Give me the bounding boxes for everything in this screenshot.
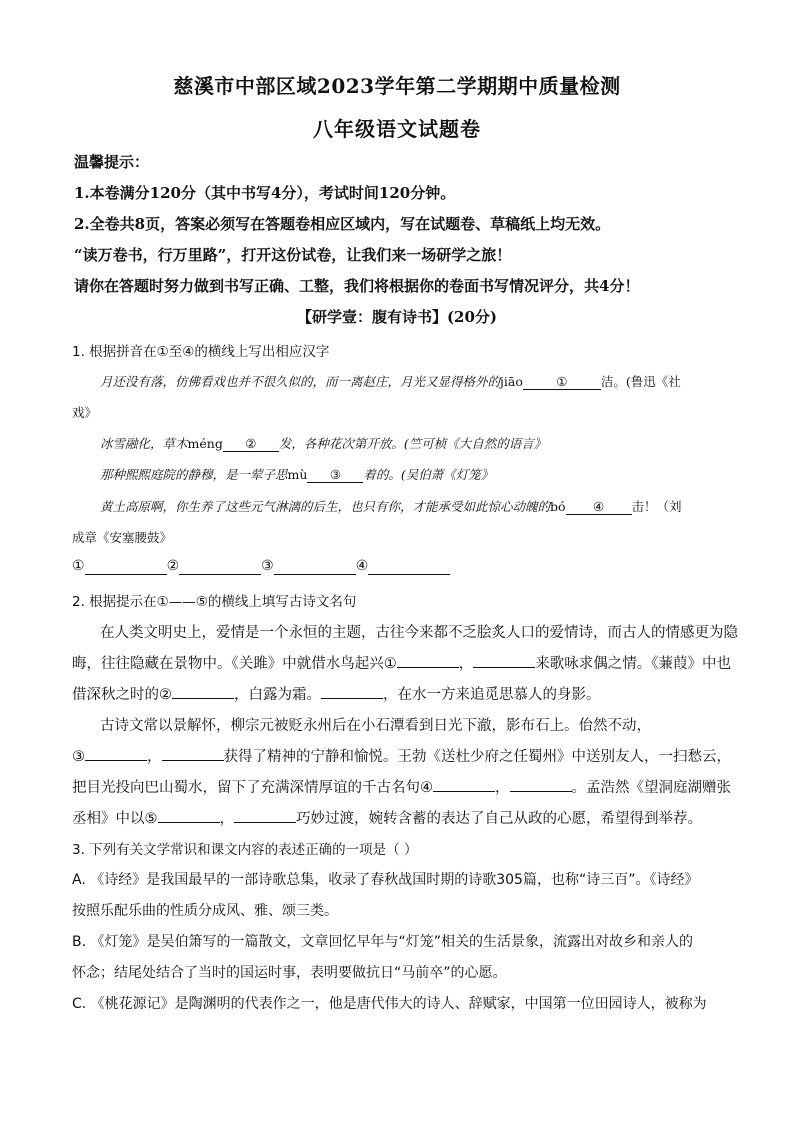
q1-answer-blank-1[interactable] <box>85 558 167 575</box>
q2-blank-1b[interactable] <box>473 653 535 668</box>
q2-line-2-a: 晦，往往隐藏在景物中。《关雎》中就借水鸟起兴① <box>72 656 397 672</box>
q2-line-5 <box>72 745 731 766</box>
q2-blank-3b[interactable] <box>162 746 224 761</box>
tips-line-4: 请你在答题时努力做到书写正确、工整，我们将根据你的卷面书写情况评分，共4分！ <box>74 277 640 295</box>
q1-passage-3 <box>100 465 493 483</box>
q1-answer-blank-4[interactable] <box>368 558 450 575</box>
q1-passage-4-cont: 成章《安塞腰鼓》 <box>72 530 173 545</box>
q1-passage-3-tail: 着的。(吴伯萧《灯笼》 <box>363 467 494 482</box>
q2-line-6-a: 把目光投向巴山蜀水，留下了充满深情厚谊的千古名句④ <box>72 780 433 796</box>
q2-line-3 <box>72 683 601 704</box>
q2-line-4: 古诗文常以景解怀，柳宗元被贬永州后在小石潭看到日光下澈，影布石上。佁然不动， <box>100 718 651 734</box>
q2-blank-4b[interactable] <box>510 777 572 792</box>
q2-line-5-c: 获得了精神的宁静和愉悦。王勃《送杜少府之任蜀州》中送别友人，一扫愁云， <box>223 749 731 765</box>
q2-line-1: 在人类文明史上，爱情是一个永恒的主题，古往今来都不乏脍炙人口的爱情诗，而古人的情感更为隐 <box>100 625 738 641</box>
q3-option-a: A. 《诗经》是我国最早的一部诗歌总集，收录了春秋战国时期的诗歌305篇，也称“诗三百”。《诗经》 <box>72 872 699 888</box>
tips-heading: 温馨提示： <box>74 153 150 171</box>
q1-passage-2-text: 冰雪融化，草木 <box>100 436 188 451</box>
tips-line-1: 1.本卷满分120分（其中书写4分），考试时间120分钟。 <box>74 184 456 202</box>
q2-blank-2a[interactable] <box>172 684 234 699</box>
q1-passage-4-tail: 击！（刘 <box>631 499 682 514</box>
q2-blank-5a[interactable] <box>158 808 220 823</box>
q1-answer-blank-3[interactable] <box>274 558 356 575</box>
q1-passage-4-text: 黄土高原啊，你生养了这些元气淋漓的后生，也只有你，才能承受如此惊心动魄的 <box>100 499 551 514</box>
q2-line-7-c: 巧妙过渡，婉转含蓄的表达了自己从政的心愿，希望得到举荐。 <box>296 811 702 827</box>
tips-line-3: “读万卷书，行万里路”，打开这份试卷，让我们来一场研学之旅！ <box>74 246 512 264</box>
q2-line-5-a: ③ <box>72 749 85 765</box>
q3-option-c: C. 《桃花源记》是陶渊明的代表作之一，他是唐代伟大的诗人、辞赋家，中国第一位田园诗人，被称为 <box>72 996 707 1012</box>
q1-mark-1: ① <box>556 374 568 389</box>
q1-passage-2 <box>100 434 546 452</box>
section-title: 【研学壹：腹有诗书】(20分) <box>296 308 498 326</box>
q1-answer-2: ② <box>166 558 180 574</box>
q1-passage-1-text: 月还没有落，仿佛看戏也并不很久似的，而一离赵庄，月光又显得格外的 <box>100 374 501 389</box>
q2-stem: 2. 根据提示在①——⑤的横线上填写古诗文名句 <box>72 594 357 610</box>
q1-passage-3-text: 那种熙熙庭院的静穆，是一荤子思 <box>100 467 288 482</box>
q2-blank-4a[interactable] <box>433 777 495 792</box>
q1-pinyin-2: méng <box>187 436 223 451</box>
q1-passage-1-source: 洁。(鲁迅《社 <box>600 374 681 389</box>
q3-option-a-cont: 按照乐配乐曲的性质分成风、雅、颂三类。 <box>72 903 338 919</box>
q1-answer-blank-2[interactable] <box>179 558 261 575</box>
q3-option-b-cont: 怀念；结尾处结合了当时的国运时事，表明要做抗日“马前卒”的心愿。 <box>72 965 507 981</box>
q2-blank-3a[interactable] <box>85 746 147 761</box>
q2-line-7-a: 丞相》中以⑤ <box>72 811 158 827</box>
q2-blank-5b[interactable] <box>234 808 296 823</box>
q1-blank-2[interactable] <box>223 436 279 452</box>
q1-answer-4: ④ <box>355 558 369 574</box>
q1-stem: 1. 根据拼音在①至④的横线上写出相应汉字 <box>72 344 330 360</box>
q2-line-6-c: 。孟浩然《望洞庭湖赠张 <box>571 780 731 796</box>
q2-line-7 <box>72 807 702 828</box>
q1-answer-1: ① <box>72 558 85 574</box>
q2-line-2-c: 来歌咏求偶之情。《蒹葭》中也 <box>535 656 731 672</box>
q1-passage-1-cont: 戏》 <box>72 405 98 420</box>
q1-pinyin-3: mù <box>287 467 308 482</box>
q2-line-2-b: ， <box>458 656 474 672</box>
q1-passage-4 <box>100 497 682 515</box>
q1-mark-3: ③ <box>329 467 342 482</box>
q2-line-3-c: ，在水一方来追觅思慕人的身影。 <box>383 687 601 703</box>
q1-blank-3[interactable] <box>307 467 363 483</box>
tips-line-2: 2.全卷共8页，答案必须写在答题卷相应区域内，写在试题卷、草稿纸上均无效。 <box>74 215 611 233</box>
q1-passage-2-tail: 发，各种花次第开放。(竺可桢《大自然的语言》 <box>278 436 547 451</box>
q2-blank-2b[interactable] <box>321 684 383 699</box>
q2-blank-1a[interactable] <box>397 653 459 668</box>
q2-line-3-b: ，白露为霜。 <box>234 687 321 703</box>
q3-stem: 3. 下列有关文学常识和课文内容的表述正确的一项是（ ） <box>72 842 418 858</box>
q2-line-2 <box>72 652 731 673</box>
q1-blank-1[interactable] <box>523 374 601 390</box>
q1-pinyin-4: bó <box>550 499 566 514</box>
q1-passage-1 <box>100 372 681 390</box>
q1-blank-4[interactable] <box>566 499 632 515</box>
q1-answer-3: ③ <box>261 558 274 574</box>
q2-line-5-b: ， <box>147 749 162 765</box>
q2-line-6-b: ， <box>495 780 510 796</box>
exam-subtitle: 八年级语文试题卷 <box>313 117 481 141</box>
q1-answer-row <box>72 558 450 575</box>
q2-line-7-b: ， <box>219 811 234 827</box>
q1-mark-4: ④ <box>592 499 605 514</box>
q1-pinyin-1: jiāo <box>500 374 523 389</box>
q3-option-b: B. 《灯笼》是吴伯箫写的一篇散文，文章回忆早年与“灯笼”相关的生活景象，流露出对故乡和亲人的 <box>72 934 694 950</box>
q2-line-6 <box>72 776 731 797</box>
q1-mark-2: ② <box>245 436 257 451</box>
exam-title: 慈溪市中部区域2023学年第二学期期中质量检测 <box>173 74 621 98</box>
q2-line-3-a: 借深秋之时的② <box>72 687 172 703</box>
